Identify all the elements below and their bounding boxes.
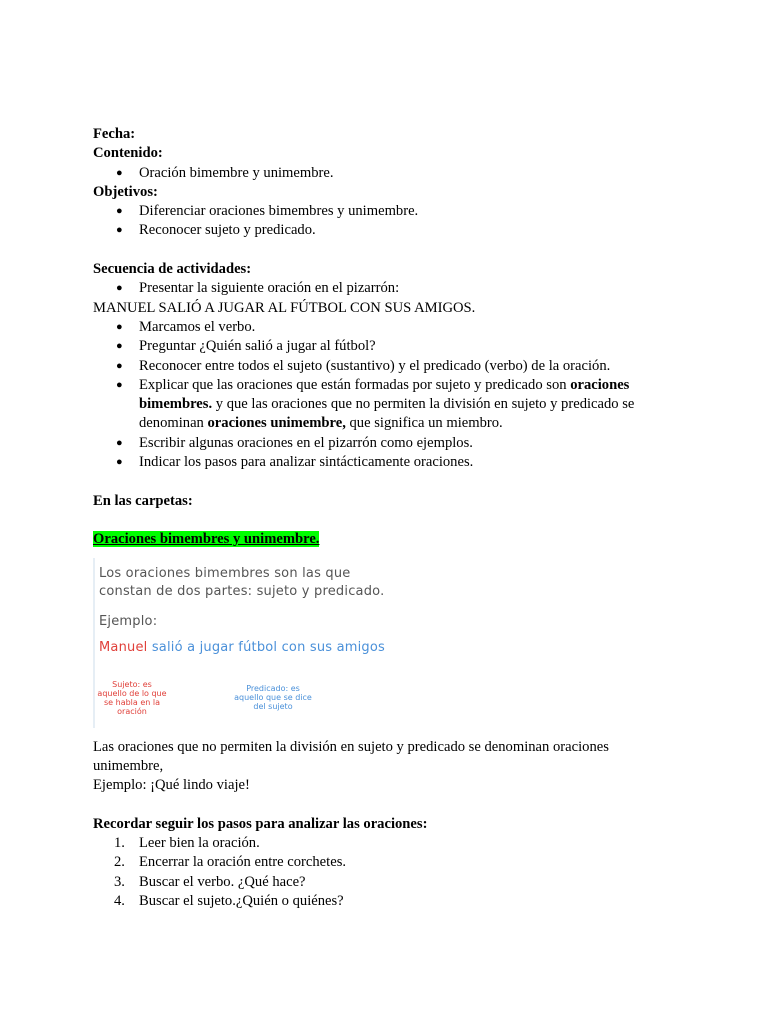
bullet-icon: ● (116, 205, 123, 218)
unimembre-text-1: Las oraciones que no permiten la división en sujeto y predicado se denominan oraciones (93, 738, 609, 755)
list-item: ● Escribir algunas oraciones en el pizarrón como ejemplos. (93, 434, 683, 453)
list-item: ● Preguntar ¿Quién salió a jugar al fútbol? (93, 337, 683, 356)
objetivos-list (93, 202, 683, 241)
bullet-icon: ● (116, 436, 123, 449)
lesson-plan (93, 125, 683, 911)
fecha-label: Fecha: (93, 126, 136, 142)
figure-example-sentence (99, 638, 385, 657)
list-item: 4. Buscar el sujeto.¿Quién o quiénes? (114, 892, 344, 909)
bimembre-explanation-image (93, 558, 385, 728)
figure-subject: Manuel (99, 639, 148, 655)
bullet-icon: ● (116, 282, 123, 295)
figure-predicate: salió a jugar fútbol con sus amigos (147, 639, 385, 655)
list-item: ● Oración bimembre y unimembre. (93, 164, 683, 183)
bullet-icon: ● (116, 224, 123, 237)
list-item: ● Presentar la siguiente oración en el pizarrón: (93, 279, 683, 298)
objetivos-label: Objetivos: (93, 183, 158, 200)
spacer (93, 472, 683, 491)
list-item: ● Reconocer entre todos el sujeto (sustantivo) y el predicado (verbo) de la oración. (93, 357, 683, 376)
figure-ejemplo: Ejemplo: (99, 613, 158, 629)
figure-predicado-note: Predicado: es aquello que se dice del sujeto (234, 683, 312, 711)
contenido-label: Contenido: (93, 145, 163, 162)
list-item: ● Reconocer sujeto y predicado. (93, 221, 683, 240)
list-item: ● Marcamos el verbo. (93, 318, 683, 337)
secuencia-label: Secuencia de actividades: (93, 261, 252, 278)
bullet-icon: ● (116, 166, 123, 179)
carpetas-label: En las carpetas: (93, 492, 193, 509)
list-item: 3. Buscar el verbo. ¿Qué hace? (114, 873, 306, 890)
list-item: ● Diferenciar oraciones bimembres y unimembre. (93, 202, 683, 221)
list-item: 1. Leer bien la oración. (114, 835, 260, 852)
recordar-steps-list (93, 834, 683, 911)
figure-line-1: Los oraciones bimembres son las que (99, 565, 351, 581)
bullet-icon: ● (116, 320, 123, 333)
list-item: 2. Encerrar la oración entre corchetes. (114, 854, 347, 871)
secuencia-steps-list (93, 318, 683, 472)
bullet-icon: ● (116, 340, 123, 353)
spacer (93, 795, 683, 814)
bullet-icon: ● (116, 456, 123, 469)
unimembre-example: Ejemplo: ¡Qué lindo viaje! (93, 777, 250, 794)
figure-line-2: constan de dos partes: sujeto y predicado. (99, 583, 385, 599)
example-sentence: MANUEL SALIÓ A JUGAR AL FÚTBOL CON SUS AMIGOS. (93, 299, 476, 316)
recordar-label: Recordar seguir los pasos para analizar las oraciones: (93, 815, 428, 832)
spacer (93, 241, 683, 260)
bullet-icon: ● (116, 378, 123, 391)
spacer (93, 511, 683, 530)
list-item: ● Explicar que las oraciones que están formadas por sujeto y predicado son oraciones bimembres. y que las oraciones que no permiten la división en sujeto y predicado se denominan oraciones unimembre, que significa un miembro. (116, 376, 635, 432)
bullet-icon: ● (116, 359, 123, 372)
highlight-title: Oraciones bimembres y unimembre. (93, 531, 320, 548)
contenido-list (93, 164, 683, 183)
figure-sujeto-note: Sujeto: es aquello de lo que se habla en la oración (97, 679, 167, 716)
list-item: ● Indicar los pasos para analizar sintácticamente oraciones. (93, 453, 683, 472)
unimembre-text-2: unimembre, (93, 757, 164, 774)
secuencia-intro-list (93, 279, 683, 298)
